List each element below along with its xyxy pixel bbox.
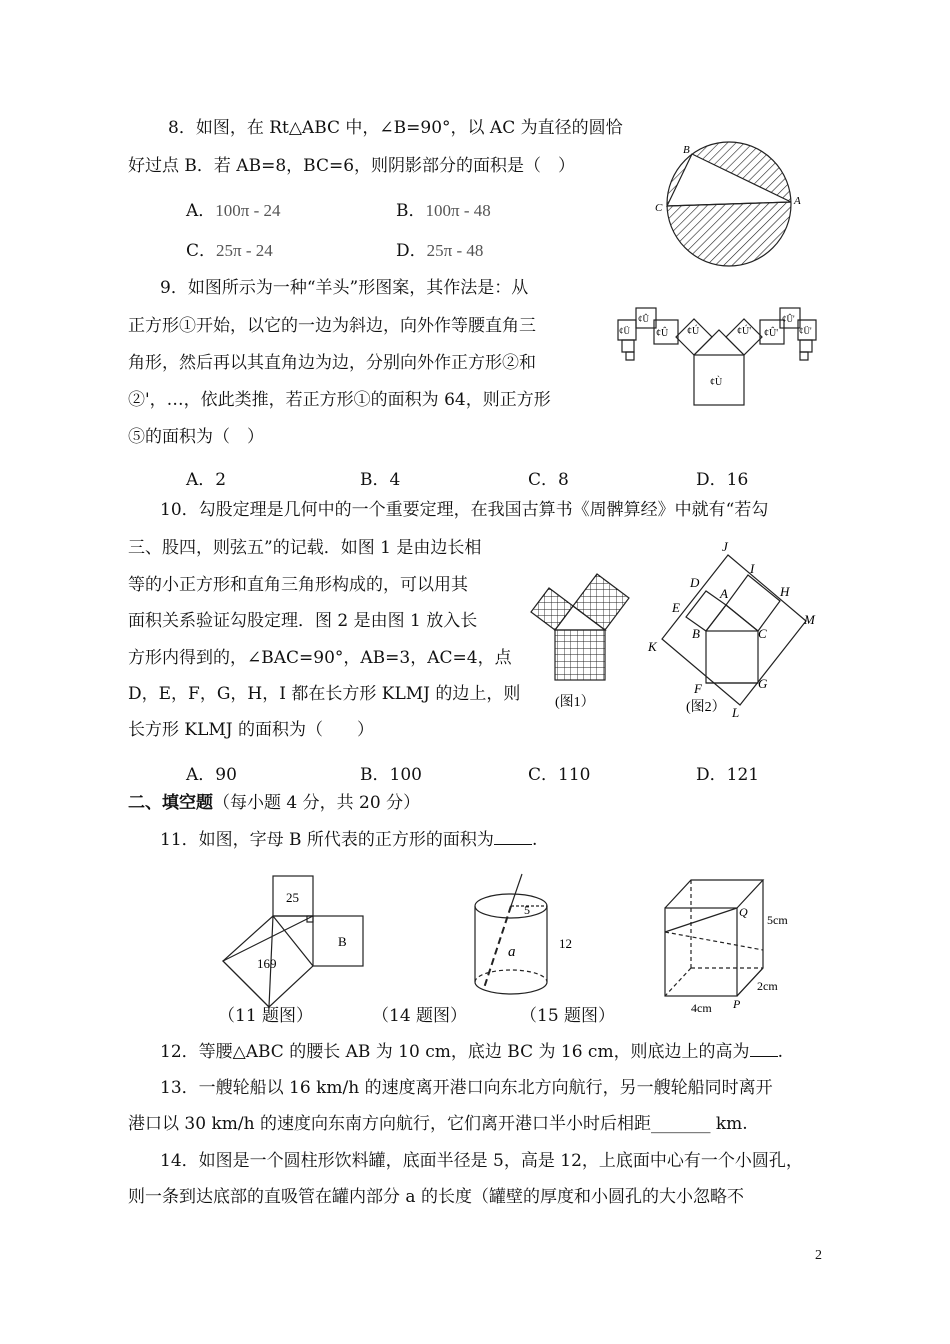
fig14-caption: （14 题图） [372,1006,468,1026]
q10-label-a: A [720,586,728,601]
fig15-p-label: P [733,997,741,1011]
q9-square1-label: ¢Ù [710,377,723,388]
fig11-caption: （11 题图） [218,1006,314,1026]
q9-ram-head-figure [612,298,827,410]
q11-text: 11．如图，字母 B 所代表的正方形的面积为 . [160,830,538,850]
fig14-height-label: 12 [559,936,572,951]
q10-line3: 等的小正方形和直角三角形构成的，可以用其 [128,575,468,595]
q9-square2-label: ¢Ú [687,326,700,337]
q9-square3-label: ¢Û [656,328,669,339]
q10-figure1 [525,570,635,715]
figure-14 [460,870,590,1005]
point-a-label: A [794,195,801,207]
q10-label-i: I [750,561,755,576]
q9-square3p-label: ¢Û' [764,328,779,339]
q9-square4-label: ¢Ü [619,326,630,336]
q8-line1: 8．如图，在 Rt△ABC 中，∠B=90°，以 AC 为直径的圆恰 [168,118,623,138]
q9-square4p-label: ¢Ü' [799,326,812,336]
q9-option-b: B．4 [360,470,401,490]
q9-option-c: C．8 [528,470,569,490]
q13-answer-blank: _______ [650,1114,711,1134]
q8-option-c: C．25π - 24 [186,241,273,261]
q10-fig1-caption: (图1） [555,695,595,710]
q10-label-e: E [672,600,680,615]
q10-label-b: B [692,626,700,641]
fig11-right-label: B [338,934,347,949]
q9-square2p-label: ¢Ú' [737,326,752,337]
q10-line4: 面积关系验证勾股定理．图 2 是由图 1 放入长 [128,611,478,631]
q10-line2: 三、股四，则弦五”的记载．如图 1 是由边长相 [128,538,482,558]
q10-option-c: C．110 [528,765,591,785]
q13-line1: 13．一艘轮船以 16 km/h 的速度离开港口向东北方向航行，另一艘轮船同时离开 [160,1078,773,1098]
q10-label-h: H [780,584,790,599]
q10-label-c: C [758,626,767,641]
q14-line1: 14．如图是一个圆柱形饮料罐，底面半径是 5，高是 12，上底面中心有一个小圆孔， [160,1151,803,1171]
q8-circle-figure [650,135,810,270]
figure-15 [655,872,805,1014]
q10-label-d: D [690,575,700,590]
q9-square3bp-label: ¢Û' [782,314,795,324]
q8-option-a: A．100π - 24 [186,201,281,221]
section2-title: 二、填空题 [128,793,213,813]
q13-line2: 港口以 30 km/h 的速度向东南方向航行，它们离开港口半小时后相距_______ km. [128,1114,748,1134]
fig15-width-label: 4cm [691,1001,712,1014]
q9-line2: 正方形①开始，以它的一边为斜边，向外作等腰直角三 [128,316,536,336]
q10-fig2-caption: (图2） [686,700,726,715]
q8-option-b: B．100π - 48 [396,201,491,221]
q10-label-f: F [694,681,702,696]
q10-line1: 10．勾股定理是几何中的一个重要定理，在我国古算书《周髀算经》中就有“若勾 [160,500,769,520]
q9-line1: 9．如图所示为一种“羊头”形图案，其作法是：从 [160,278,529,298]
q10-option-d: D．121 [696,765,760,785]
q9-option-a: A．2 [186,470,227,490]
q10-line6: D，E，F，G，H，I 都在长方形 KLMJ 的边上，则 [128,684,521,704]
q12-text: 12．等腰△ABC 的腰长 AB 为 10 cm，底边 BC 为 16 cm，则底边上的高为 . [160,1042,783,1062]
q14-line2: 则一条到达底部的直吸管在罐内部分 a 的长度（罐壁的厚度和小圆孔的大小忽略不 [128,1187,744,1207]
section2-note: （每小题 4 分，共 20 分） [213,793,421,813]
fig15-q-label: Q [739,905,748,919]
q8-line2: 好过点 B．若 AB=8，BC=6，则阴影部分的面积是（ ） [128,156,576,176]
fig15-depth-label: 2cm [757,979,778,993]
q10-label-k: K [648,639,657,654]
fig11-left-label: 169 [257,956,277,971]
section2-heading [128,795,420,812]
page-number: 2 [815,1248,822,1263]
q9-square3b-label: ¢Û [638,314,649,324]
q9-line3: 角形，然后再以其直角边为边，分别向外作正方形②和 [128,353,536,373]
q10-label-g: G [758,676,768,691]
q9-line4: ②'，…，依此类推，若正方形①的面积为 64，则正方形 [128,390,551,410]
q9-option-d: D．16 [696,470,749,490]
point-b-label: B [683,144,690,156]
q10-label-m: M [804,612,815,627]
q10-label-l: L [732,705,740,720]
fig11-top-label: 25 [286,890,299,905]
point-c-label: C [655,202,663,214]
q10-figure2 [640,535,830,720]
q9-line5: ⑤的面积为（ ） [128,427,264,447]
q8-option-d: D．25π - 48 [396,241,484,261]
q10-option-b: B．100 [360,765,422,785]
fig14-radius-label: 5 [524,903,530,917]
q10-line7: 长方形 KLMJ 的面积为（ ） [128,720,375,740]
fig14-a-label: a [508,944,516,960]
fig15-caption: （15 题图） [520,1006,616,1026]
q10-option-a: A．90 [186,765,237,785]
q10-line5: 方形内得到的，∠BAC=90°，AB=3，AC=4，点 [128,648,512,668]
fig15-height-label: 5cm [767,913,788,927]
q10-label-j: J [722,539,728,554]
